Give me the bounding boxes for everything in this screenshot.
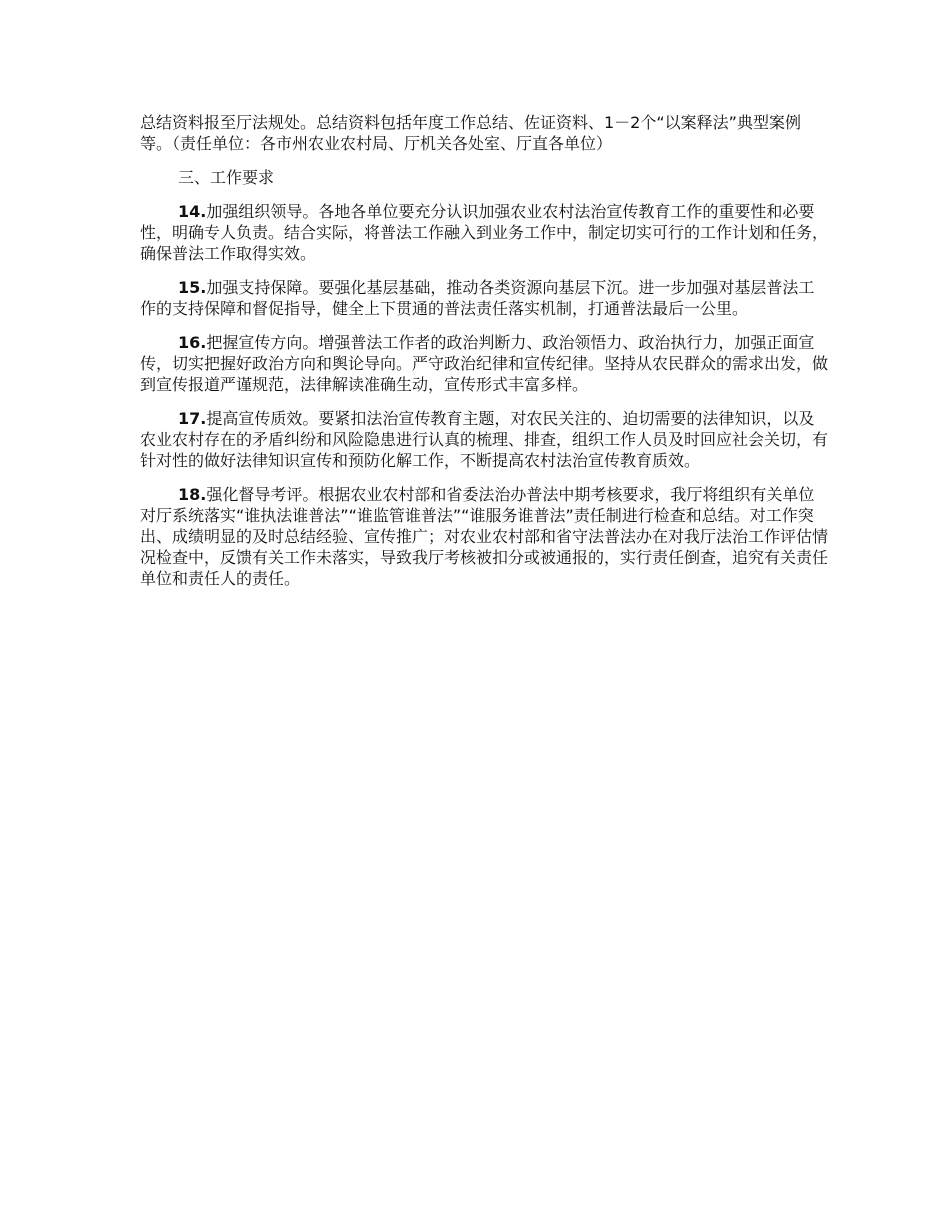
item-14-paragraph	[140, 201, 830, 264]
intro-paragraph: 总结资料报至厅法规处。总结资料包括年度工作总结、佐证资料、1－2个“以案释法”典型案例等。（责任单位：各市州农业农村局、厅机关各处室、厅直各单位）	[140, 113, 801, 153]
item-16-number: 16.	[178, 333, 207, 352]
item-17-paragraph	[140, 408, 830, 471]
item-15-text: 加强支持保障。要强化基层基础，推动各类资源向基层下沉。进一步加强对基层普法工作的支持保障和督促指导，健全上下贯通的普法责任落实机制，打通普法最后一公里。	[140, 278, 815, 318]
document-body	[140, 112, 830, 602]
item-17-number: 17.	[178, 409, 207, 428]
item-16-paragraph	[140, 332, 830, 395]
item-18-number: 18.	[178, 485, 207, 504]
item-14-number: 14.	[178, 202, 207, 221]
item-18-paragraph	[140, 484, 830, 589]
section-heading: 三、工作要求	[178, 168, 275, 187]
item-16-text: 把握宣传方向。增强普法工作者的政治判断力、政治领悟力、政治执行力，加强正面宣传，切实把握好政治方向和舆论导向。严守政治纪律和宣传纪律。坚持从农民群众的需求出发，做到宣传报道严谨规范，法律解读准确生动，宣传形式丰富多样。	[140, 333, 829, 394]
item-15-paragraph	[140, 277, 830, 319]
item-14-text: 加强组织领导。各地各单位要充分认识加强农业农村法治宣传教育工作的重要性和必要性，明确专人负责。结合实际，将普法工作融入到业务工作中，制定切实可行的工作计划和任务，确保普法工作取得实效。	[140, 202, 829, 263]
item-17-text: 提高宣传质效。要紧扣法治宣传教育主题，对农民关注的、迫切需要的法律知识，以及农业农村存在的矛盾纠纷和风险隐患进行认真的梳理、排查，组织工作人员及时回应社会关切，有针对性的做好法律知识宣传和预防化解工作，不断提高农村法治宣传教育质效。	[140, 409, 829, 470]
item-18-text: 强化督导考评。根据农业农村部和省委法治办普法中期考核要求，我厅将组织有关单位对厅系统落实“谁执法谁普法”“谁监管谁普法”“谁服务谁普法”责任制进行检查和总结。对工作突出、成绩明显的及时总结经验、宣传推广；对农业农村部和省守法普法办在对我厅法治工作评估情况检查中，反馈有关工作未落实，导致我厅考核被扣分或被通报的，实行责任倒查，追究有关责任单位和责任人的责任。	[140, 485, 829, 588]
item-15-number: 15.	[178, 278, 207, 297]
